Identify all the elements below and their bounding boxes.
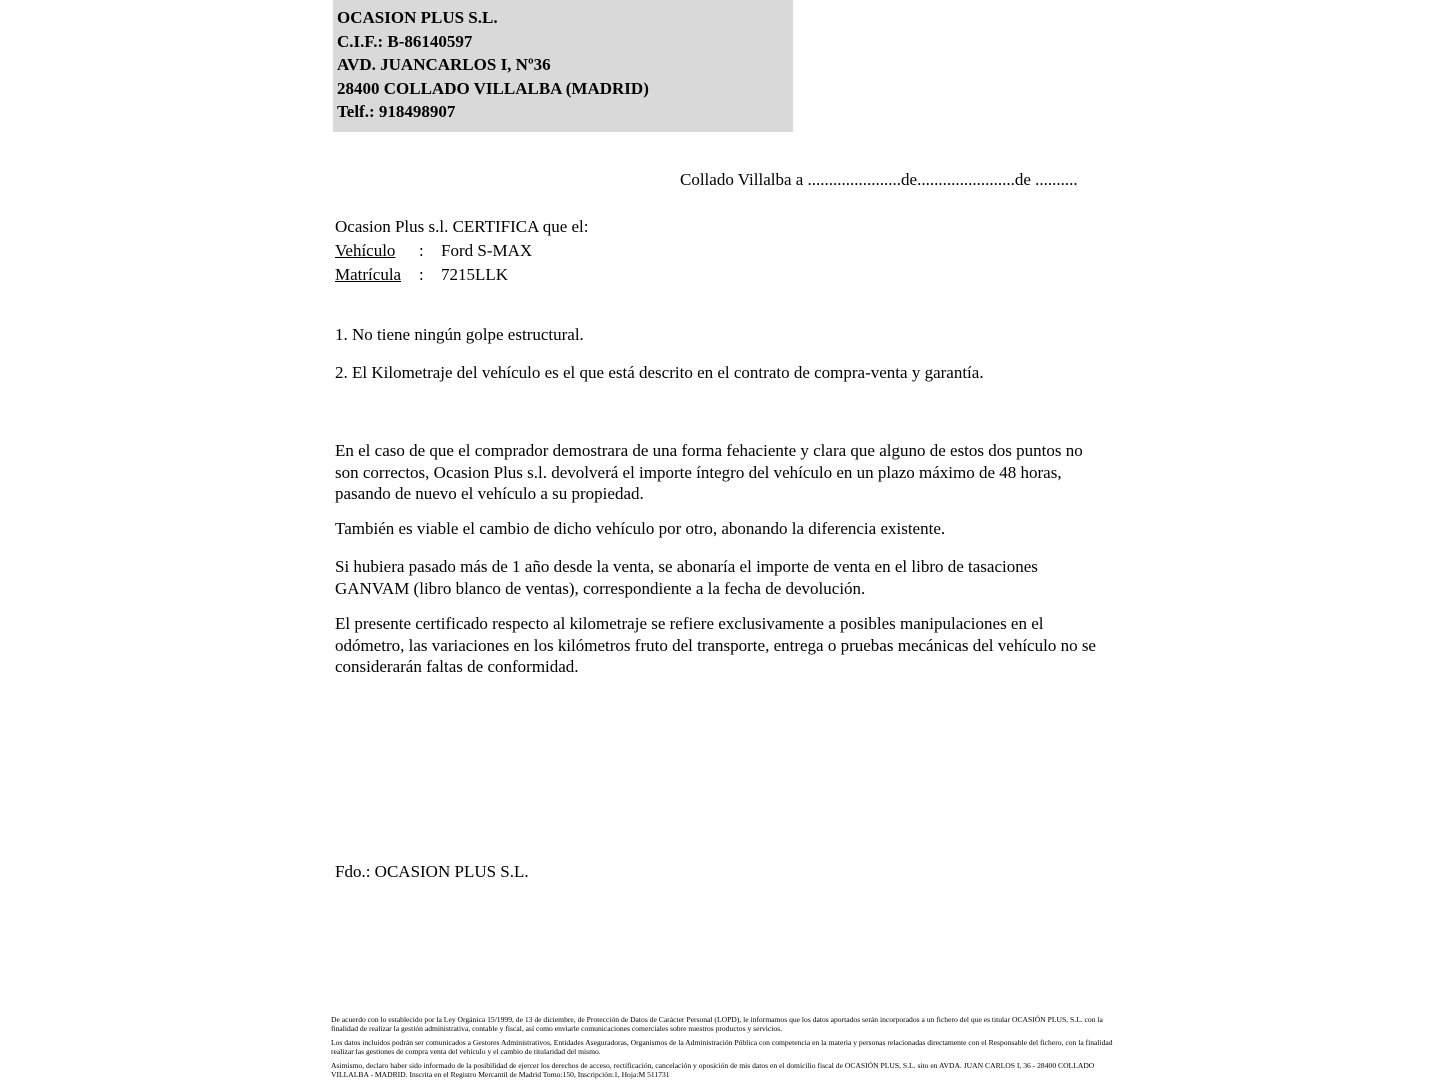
legal-notice <box>331 1015 1121 1079</box>
clause-paragraph-4: El presente certificado respecto al kilometraje se refiere exclusivamente a posibles manipulaciones en el odómetro, las variaciones en los kilómetros fruto del transporte, entrega o pruebas mecánicas del vehículo no se considerarán faltas de conformidad. <box>335 614 1096 676</box>
legal-paragraph-2: Los datos incluidos podrán ser comunicados a Gestores Administrativos, Entidades Aseguradoras, Organismos de la Administración Pública con competencia en la materia y personas relacionadas directamente con el Responsable del fichero, con la finalidad realizar las gestiones de compra venta del vehículo y el cambio de titularidad del mismo. <box>331 1037 1113 1057</box>
legal-paragraph-1: De acuerdo con lo establecido por la Ley Orgánica 15/1999, de 13 de diciembre, de Protección de Datos de Carácter Personal (LOPD), le informamos que los datos aportados serán incorporados a un fichero del que es titular OCASIÓN PLUS, S.L. con la finalidad de realizar la gestión administrativa, contable y fiscal, así como enviarle comunicaciones comerciales sobre nuestros productos y servicios. <box>331 1015 1103 1034</box>
certification-intro: Ocasion Plus s.l. CERTIFICA que el: <box>335 217 589 236</box>
vehicle-separator: : <box>419 241 424 260</box>
company-phone: Telf.: 918498907 <box>337 102 456 121</box>
clause-paragraph-2: También es viable el cambio de dicho vehículo por otro, abonando la diferencia existente. <box>335 519 946 538</box>
vehicle-label: Vehículo <box>335 241 396 260</box>
certification-point-1: 1. No tiene ningún golpe estructural. <box>335 325 584 344</box>
company-header-box <box>333 0 793 132</box>
vehicle-row <box>335 239 589 263</box>
certification-block <box>335 215 589 287</box>
vehicle-value: Ford S-MAX <box>441 241 533 260</box>
certification-intro-row <box>335 215 589 239</box>
company-name: OCASION PLUS S.L. <box>337 8 498 27</box>
company-city: 28400 COLLADO VILLALBA (MADRID) <box>337 78 649 98</box>
certification-point-2: 2. El Kilometraje del vehículo es el que está descrito en el contrato de compra-venta y garantía. <box>335 363 984 382</box>
legal-paragraph-3: Asimismo, declaro haber sido informado de la posibilidad de ejercer los derechos de acceso, rectificación, cancelación y oposición de mis datos en el domicilio fiscal de OCASIÓN PLUS, S.L. sito en AVDA. JUAN CARLOS I, 36 - 28400 COLLADO VILLALBA - MADRID. Inscrita en el Registro Mercantil de Madrid Tomo:150, Inscripción:1, Hoja:M 511731 <box>331 1060 1095 1080</box>
clause-paragraph-3: Si hubiera pasado más de 1 año desde la venta, se abonaría el importe de venta en el libro de tasaciones GANVAM (libro blanco de ventas), correspondiente a la fecha de devolución. <box>335 557 1038 598</box>
company-address: AVD. JUANCARLOS I, Nº36 <box>337 55 551 74</box>
signature-line: Fdo.: OCASION PLUS S.L. <box>335 862 529 881</box>
plate-value: 7215LLK <box>441 265 509 284</box>
company-cif: C.I.F.: B-86140597 <box>337 31 473 51</box>
plate-row <box>335 263 589 287</box>
plate-separator: : <box>419 265 424 284</box>
clause-paragraph-1: En el caso de que el comprador demostrara de una forma fehaciente y clara que alguno de estos dos puntos no son correctos, Ocasion Plus s.l. devolverá el importe íntegro del vehículo en un plazo máximo de 48 horas, pasando de nuevo el vehículo a su propiedad. <box>335 441 1083 503</box>
date-line: Collado Villalba a ......................de.......................de .......... <box>680 170 1078 189</box>
plate-label: Matrícula <box>335 265 402 284</box>
